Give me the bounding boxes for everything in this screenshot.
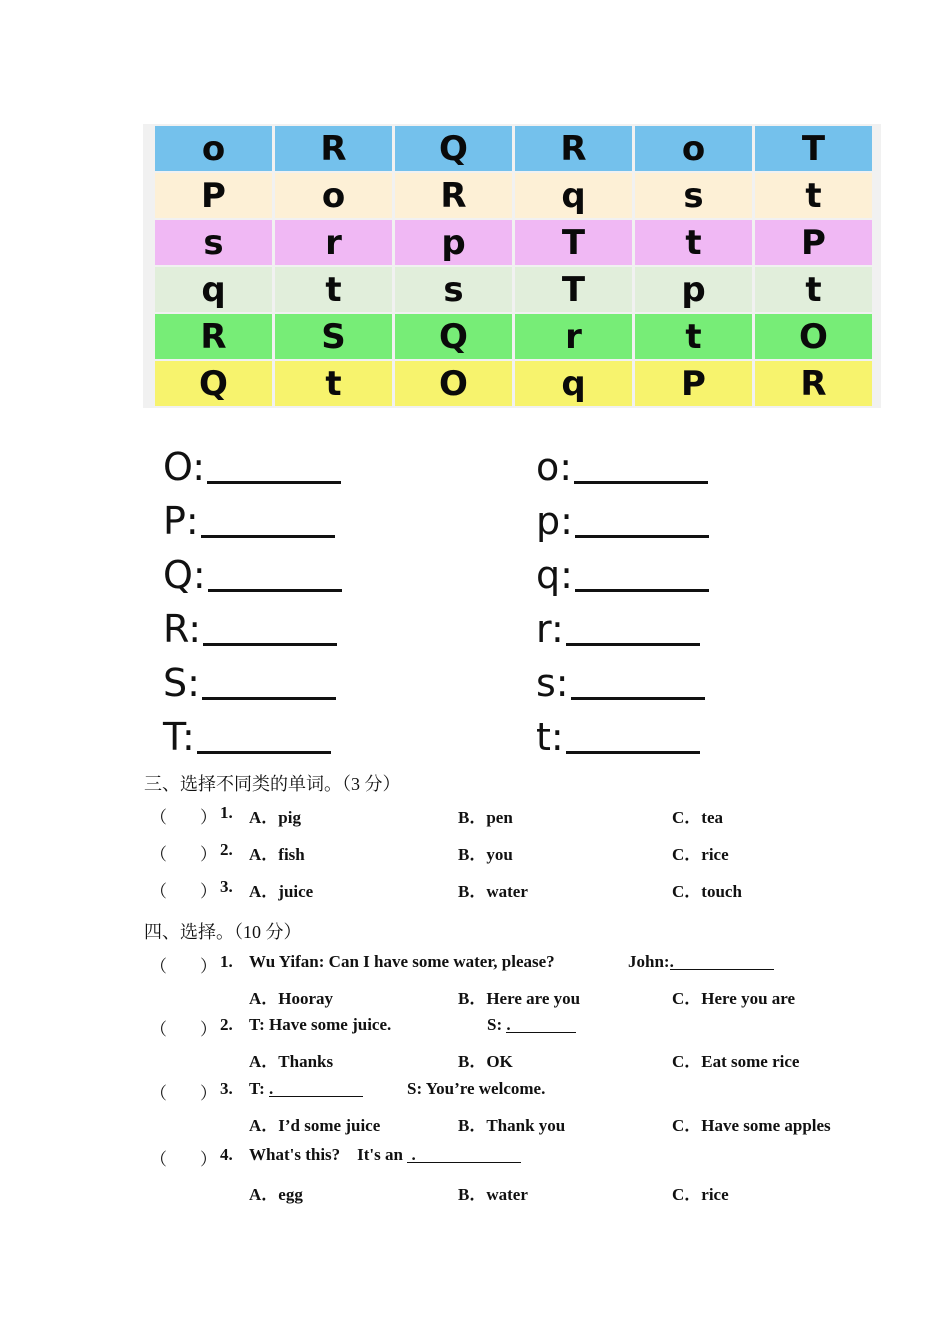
section3-title: 三、选择不同类的单词。（3 分） <box>144 774 401 794</box>
question-number: 3. <box>220 877 233 896</box>
s3-question <box>150 840 870 864</box>
option-c: C．tea <box>672 808 723 827</box>
letter-cell: t <box>275 361 392 406</box>
count-label: P: <box>163 499 199 543</box>
letter-cell: P <box>755 220 872 265</box>
question-prompt: What's this? It's an <box>249 1145 403 1164</box>
s4-options-4 <box>150 1180 870 1204</box>
letter-cell: O <box>395 361 512 406</box>
option-a: A．Hooray <box>249 989 334 1008</box>
letter-cell: p <box>635 267 752 312</box>
lowercase-count-lines <box>536 440 709 764</box>
question-prompt: T: Have some juice. <box>249 1015 392 1034</box>
option-a: A．egg <box>249 1185 303 1204</box>
answer-blank[interactable] <box>670 952 774 970</box>
letter-cell: P <box>155 173 272 218</box>
count-blank[interactable] <box>201 505 335 538</box>
answer-paren-close: ） <box>200 957 217 976</box>
s4-options-2 <box>150 1047 870 1071</box>
option-a: A．pig <box>249 808 301 827</box>
s4-question-1 <box>150 952 870 976</box>
count-line <box>536 494 709 548</box>
reply-end: . <box>411 1145 416 1164</box>
count-blank[interactable] <box>574 451 708 484</box>
letter-cell: T <box>515 267 632 312</box>
option-b: B．pen <box>458 808 513 827</box>
answer-paren-close: ） <box>200 882 217 901</box>
s4-options-1 <box>150 984 870 1008</box>
letter-cell: r <box>515 314 632 359</box>
count-blank[interactable] <box>197 721 331 754</box>
count-blank[interactable] <box>571 667 705 700</box>
answer-blank[interactable] <box>506 1015 576 1033</box>
letter-cell: o <box>635 126 752 171</box>
letter-cell: P <box>635 361 752 406</box>
question-number: 4. <box>220 1145 233 1164</box>
option-b: B．Thank you <box>458 1116 566 1135</box>
letter-cell: R <box>515 126 632 171</box>
section4-title: 四、选择。（10 分） <box>144 922 302 942</box>
letter-cell: R <box>395 173 512 218</box>
answer-paren-open[interactable]: （ <box>150 1020 167 1039</box>
count-line <box>536 656 709 710</box>
letter-cell: o <box>275 173 392 218</box>
letter-cell: p <box>395 220 512 265</box>
letter-cell: R <box>755 361 872 406</box>
letter-cell: O <box>755 314 872 359</box>
letter-cell: T <box>755 126 872 171</box>
letter-cell: r <box>275 220 392 265</box>
s4-question-4 <box>150 1145 870 1169</box>
letter-cell: t <box>635 314 752 359</box>
count-label: s: <box>536 661 569 705</box>
answer-paren-close: ） <box>200 1150 217 1169</box>
answer-paren-open[interactable]: （ <box>150 845 167 864</box>
count-label: O: <box>163 445 206 489</box>
reply-end: . <box>506 1015 511 1034</box>
option-c: C．rice <box>672 845 729 864</box>
answer-paren-close: ） <box>200 808 217 827</box>
count-label: q: <box>536 553 573 597</box>
option-c: C．rice <box>672 1185 729 1204</box>
option-c: C．Here you are <box>672 989 796 1008</box>
answer-paren-close: ） <box>200 1084 217 1103</box>
count-line <box>163 602 342 656</box>
answer-paren-open[interactable]: （ <box>150 1150 167 1169</box>
question-number: 3. <box>220 1079 233 1098</box>
letter-cell: q <box>155 267 272 312</box>
option-c: C．Have some apples <box>672 1116 831 1135</box>
letter-cell: T <box>515 220 632 265</box>
question-number: 2. <box>220 840 233 859</box>
letter-cell: Q <box>155 361 272 406</box>
letter-cell: Q <box>395 126 512 171</box>
question-number: 2. <box>220 1015 233 1034</box>
letter-cell: S <box>275 314 392 359</box>
letter-cell: Q <box>395 314 512 359</box>
count-line <box>536 440 709 494</box>
s4-question-3 <box>150 1079 870 1103</box>
option-b: B．water <box>458 1185 528 1204</box>
option-a: A．fish <box>249 845 305 864</box>
answer-paren-open[interactable]: （ <box>150 957 167 976</box>
count-label: o: <box>536 445 573 489</box>
count-blank[interactable] <box>208 559 342 592</box>
count-label: Q: <box>163 553 206 597</box>
letter-cell: t <box>635 220 752 265</box>
reply-speaker: S: You’re welcome. <box>407 1079 546 1098</box>
option-c: C．touch <box>672 882 742 901</box>
count-line <box>163 548 342 602</box>
letter-cell: s <box>395 267 512 312</box>
count-line <box>536 548 709 602</box>
question-prompt: T: <box>249 1079 265 1098</box>
count-blank[interactable] <box>202 667 336 700</box>
count-label: S: <box>163 661 200 705</box>
letter-grid-cells <box>155 126 872 406</box>
letter-cell: q <box>515 361 632 406</box>
s4-question-2 <box>150 1015 870 1039</box>
letter-cell: R <box>155 314 272 359</box>
option-a: A．Thanks <box>249 1052 334 1071</box>
s3-question <box>150 803 870 827</box>
count-blank[interactable] <box>575 559 709 592</box>
count-line <box>163 494 342 548</box>
letter-cell: t <box>755 173 872 218</box>
reply-speaker: S: <box>487 1015 503 1034</box>
answer-blank[interactable] <box>407 1145 521 1163</box>
question-number: 1. <box>220 952 233 971</box>
letter-cell: s <box>635 173 752 218</box>
option-b: B．OK <box>458 1052 513 1071</box>
s3-question <box>150 877 870 901</box>
option-b: B．you <box>458 845 513 864</box>
count-blank[interactable] <box>203 613 337 646</box>
count-line <box>163 656 342 710</box>
count-label: R: <box>163 607 202 651</box>
letter-cell: o <box>155 126 272 171</box>
option-a: A．I’d some juice <box>249 1116 381 1135</box>
letter-cell: q <box>515 173 632 218</box>
answer-paren-open[interactable]: （ <box>150 808 167 827</box>
count-blank[interactable] <box>566 613 700 646</box>
question-prompt: Wu Yifan: Can I have some water, please? <box>249 952 555 971</box>
count-line <box>163 440 342 494</box>
answer-paren-close: ） <box>200 845 217 864</box>
s4-options-3 <box>150 1111 870 1135</box>
answer-paren-close: ） <box>200 1020 217 1039</box>
count-line <box>536 710 709 764</box>
option-b: B．Here are you <box>458 989 581 1008</box>
letter-cell: R <box>275 126 392 171</box>
option-a: A．juice <box>249 882 314 901</box>
count-label: r: <box>536 607 564 651</box>
letter-cell: t <box>755 267 872 312</box>
letter-cell: s <box>155 220 272 265</box>
count-blank[interactable] <box>566 721 700 754</box>
uppercase-count-lines <box>163 440 342 764</box>
question-number: 1. <box>220 803 233 822</box>
option-b: B．water <box>458 882 528 901</box>
count-label: T: <box>163 715 195 759</box>
answer-blank[interactable] <box>269 1079 363 1097</box>
count-label: t: <box>536 715 564 759</box>
count-line <box>163 710 342 764</box>
answer-paren-open[interactable]: （ <box>150 882 167 901</box>
count-line <box>536 602 709 656</box>
answer-paren-open[interactable]: （ <box>150 1084 167 1103</box>
count-label: p: <box>536 499 573 543</box>
letter-cell: t <box>275 267 392 312</box>
reply-speaker: John: <box>628 952 670 971</box>
letter-grid <box>143 124 881 408</box>
option-c: C．Eat some rice <box>672 1052 800 1071</box>
count-blank[interactable] <box>207 451 341 484</box>
reply-end: . <box>269 1079 274 1098</box>
count-blank[interactable] <box>575 505 709 538</box>
reply-end: . <box>669 952 674 971</box>
